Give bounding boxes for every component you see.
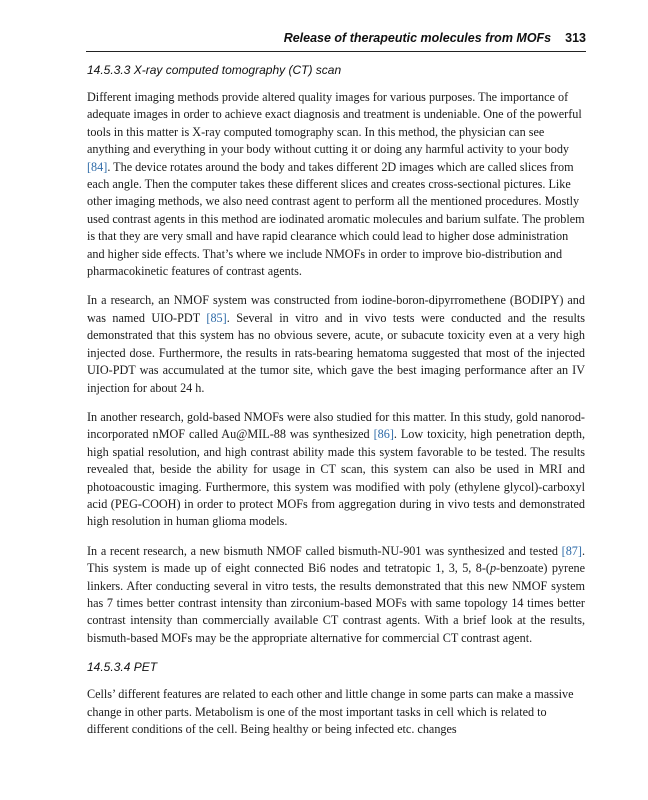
paragraph-gold-nmof: In another research, gold-based NMOFs were also studied for this matter. In this study, gold nanorod-incorporated nMOF called Au@MIL-88 was synthesized [86]. Low toxicity, high penetration depth, high spatial resolution, and high contrast ability made this system favorable to be tested. The results revealed that, beside the ability for usage in CT scan, this system can also be used in MRI and photoacoustic imaging. Furthermore, this system was modified with poly (ethylene glycol)-carboxyl acid (PEG-COOH) in order to protect MOFs from aggregation during in vivo tests and demonstrated high resolution in human glioma models. — [87, 409, 585, 529]
section-heading-pet: 14.5.3.4 PET — [87, 660, 158, 675]
section-heading-ct: 14.5.3.3 X-ray computed tomography (CT) scan — [87, 63, 342, 77]
header-rule — [86, 51, 586, 52]
paragraph-ct-intro: Different imaging methods provide altered quality images for various purposes. The importance of adequate images in order to achieve exact diagnosis and treatment is undeniable. One of the powerful tools in this matter is X-ray computed tomography scan. In this method, the physician can see anything and everything in your body without cutting it or doing any harmful activity to your body [84]. The device rotates around the body and takes different 2D images which are called slices from each angle. Then the computer takes these different slices and creates cross-sectional pictures. Like other imaging methods, we also need contrast agent to perform all the mentioned procedures. Mostly used contrast agents in this method are iodinated aromatic molecules and barium sulfate. The problem is that they are very small and have rapid clearance which could lead to higher dose administration and higher side effects. That’s where we include NMOFs in order to improve bio-distribution and pharmacokinetic features of contrast agents. — [87, 90, 585, 279]
citation-link-86[interactable]: [86] — [373, 427, 394, 442]
paragraph-bismuth-nmof: In a recent research, a new bismuth NMOF called bismuth-NU-901 was synthesized and tested [87]. This system is made up of eight connected Bi6 nodes and tetratopic 1, 3, 5, 8-(p-benzoate) pyrene linkers. After conducting several in vitro tests, the results demonstrated that this new NMOF system has 7 times better contrast intensity than zirconium-based MOFs with same topology 14 times better contrast intensity than commercially available CT contrast agents. With a brief look at the results, bismuth-based MOFs may be the appropriate alternative for commercial CT contrast agent. — [87, 543, 585, 645]
citation-link-87[interactable]: [87] — [561, 543, 582, 558]
paragraph-uio-pdt: In a research, an NMOF system was constructed from iodine-boron-dipyrromethene (BODIPY) and was named UIO-PDT [85]. Several in vitro and in vivo tests were conducted and the results demonstrated that this system has no obvious severe, acute, or subacute toxicity even at a very high injected dose. Furthermore, the results in rats-bearing hematoma suggested that most of the injected UIO-PDT was accumulated at the tumor site, which gave the best imaging performance after an IV injection for about 24 h. — [87, 293, 585, 395]
paragraph-pet-intro: Cells’ different features are related to each other and little change in some parts can make a massive change in other parts. Metabolism is one of the most important tasks in cell which is related to different conditions of the cell. Being healthy or being infected etc. changes — [87, 687, 574, 736]
running-head — [86, 31, 586, 45]
running-title: Release of therapeutic molecules from MOFs — [283, 31, 552, 45]
citation-link-84[interactable]: [84] — [87, 159, 108, 174]
page-body — [87, 62, 585, 750]
citation-link-85[interactable]: [85] — [206, 310, 227, 325]
page-number: 313 — [565, 31, 586, 45]
